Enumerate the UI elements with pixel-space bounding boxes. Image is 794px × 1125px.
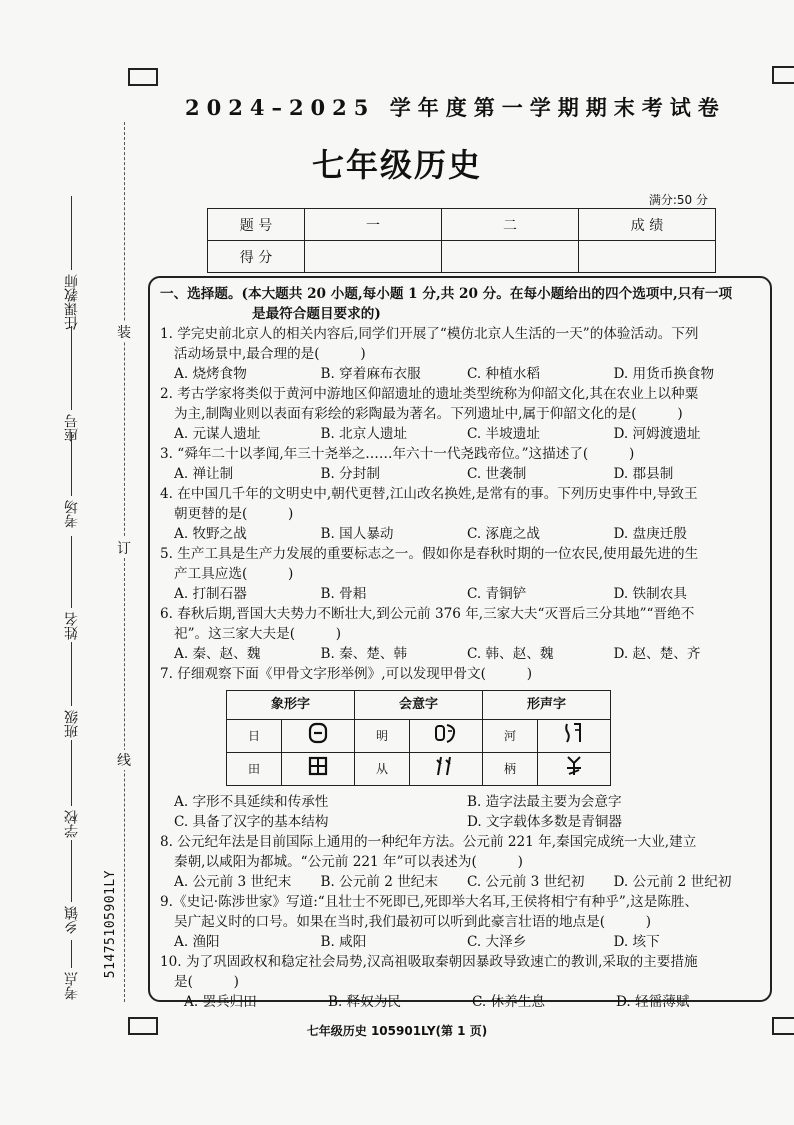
glyph-char: 日: [227, 720, 282, 753]
question-text: 9.《史记·陈涉世家》写道:“且壮士不死即已,死即举大名耳,王侯将相宁有种乎”,这是陈胜、: [160, 894, 699, 910]
glyph-header-pictograph: 象形字: [227, 691, 355, 720]
glyph-char: 田: [227, 753, 282, 786]
option-a[interactable]: A. 打制石器: [174, 586, 247, 602]
side-field-town: 乡镇: [62, 840, 82, 934]
options-row: [160, 464, 760, 484]
question-6: [160, 604, 760, 664]
option-c[interactable]: C. 休养生息: [472, 994, 545, 1010]
option-b[interactable]: B. 骨耜: [320, 586, 367, 602]
question-text: 朝更替的是( ): [174, 506, 294, 522]
binding-char-zhuang: 装: [117, 322, 131, 342]
option-d[interactable]: D. 盘庚迁殷: [613, 526, 687, 542]
option-c[interactable]: C. 具备了汉字的基本结构: [174, 814, 329, 830]
option-d[interactable]: D. 用货币换食物: [613, 366, 715, 382]
options-row: [160, 792, 760, 812]
question-5: [160, 544, 760, 604]
option-b[interactable]: B. 秦、楚、韩: [320, 646, 408, 662]
option-b[interactable]: B. 造字法最主要为会意字: [467, 794, 622, 810]
question-text: 7. 仔细观察下面《甲骨文字形举例》,可以发现甲骨文( ): [160, 666, 533, 682]
side-field-room: 考场: [62, 432, 82, 528]
options-row: [160, 424, 760, 444]
option-d[interactable]: D. 文字载体多数是青铜器: [467, 814, 622, 830]
options-row: [160, 364, 760, 384]
option-b[interactable]: B. 公元前 2 世纪末: [320, 874, 438, 890]
question-4: [160, 484, 760, 544]
section-heading: 一、选择题。(本大题共 20 小题,每小题 1 分,共 20 分。在每小题给出的四个选项中,只有一项: [160, 286, 733, 302]
side-field-teacher: 任课教师: [62, 196, 82, 330]
glyph-header-ideograph: 会意字: [355, 691, 483, 720]
question-text: 10. 为了巩固政权和稳定社会局势,汉高祖吸取秦朝因暴政导致速亡的教训,采取的主要措施: [160, 954, 698, 970]
binding-char-ding: 订: [117, 538, 131, 558]
option-c[interactable]: C. 世袭制: [467, 466, 527, 482]
question-10: [160, 952, 760, 1012]
option-d[interactable]: D. 赵、楚、齐: [613, 646, 701, 662]
side-field-seat: 座号: [62, 326, 82, 442]
options-row: [160, 812, 760, 832]
question-text: 秦朝,以咸阳为都城。“公元前 221 年”可以表述为( ): [174, 854, 523, 870]
score-header-total: 成 绩: [579, 209, 716, 241]
question-text: 祀”。这三家大夫是( ): [174, 626, 342, 642]
binding-char-xian: 线: [117, 750, 131, 770]
question-text: 为主,制陶业则以表面有彩绘的彩陶最为著名。下列遗址中,属于仰韶文化的是( ): [174, 406, 683, 422]
binding-dashed-line: [124, 122, 125, 1002]
score-cell-total[interactable]: [579, 241, 716, 273]
option-b[interactable]: B. 国人暴动: [320, 526, 394, 542]
option-c[interactable]: C. 半坡遗址: [467, 426, 540, 442]
question-text: 吴广起义时的口号。如果在当时,我们最初可以听到此豪言壮语的地点是( ): [174, 914, 652, 930]
option-a[interactable]: A. 禅让制: [174, 466, 234, 482]
score-header-label: 题 号: [208, 209, 305, 241]
oracle-follow-icon: [410, 753, 483, 786]
serial-number: 51475105901LY: [103, 870, 118, 979]
oracle-bone-table: [226, 690, 611, 786]
options-row: [160, 932, 760, 952]
option-a[interactable]: A. 罢兵归田: [184, 994, 257, 1010]
score-cell-part2[interactable]: [442, 241, 579, 273]
option-b[interactable]: B. 释奴为民: [328, 994, 402, 1010]
option-c[interactable]: C. 公元前 3 世纪初: [467, 874, 585, 890]
question-text: 2. 考古学家将类似于黄河中游地区仰韶遗址的遗址类型统称为仰韶文化,其在农业上以种粟: [160, 386, 699, 402]
question-text: 8. 公元纪年法是目前国际上通用的一种纪年方法。公元前 221 年,秦国完成统一大业,建立: [160, 834, 697, 850]
option-a[interactable]: A. 秦、赵、魏: [174, 646, 261, 662]
question-text: 4. 在中国几千年的文明史中,朝代更替,江山改名换姓,是常有的事。下列历史事件中,导致王: [160, 486, 698, 502]
oracle-sun-icon: [282, 720, 355, 753]
option-b[interactable]: B. 北京人遗址: [320, 426, 408, 442]
option-d[interactable]: D. 轻徭薄赋: [616, 994, 690, 1010]
option-c[interactable]: C. 种植水稻: [467, 366, 540, 382]
question-9: [160, 892, 760, 952]
option-d[interactable]: D. 郡县制: [613, 466, 674, 482]
glyph-char: 河: [483, 720, 538, 753]
score-header-part2: 二: [442, 209, 579, 241]
option-d[interactable]: D. 公元前 2 世纪初: [613, 874, 732, 890]
exam-title: 2024–2025 学年度第一学期期末考试卷: [185, 95, 726, 120]
options-row: [160, 644, 760, 664]
glyph-char: 从: [355, 753, 410, 786]
score-table: [207, 208, 716, 273]
question-text: 1. 学完史前北京人的相关内容后,同学们开展了“模仿北京人生活的一天”的体验活动。下列: [160, 326, 699, 342]
subject-title: 七年级历史: [311, 146, 482, 184]
question-text: 产工具应选( ): [174, 566, 294, 582]
page-footer: 七年级历史 105901LY(第 1 页): [306, 1024, 488, 1038]
glyph-char: 柄: [483, 753, 538, 786]
question-2: [160, 384, 760, 444]
option-c[interactable]: C. 涿鹿之战: [467, 526, 540, 542]
question-text: 3. “舜年二十以孝闻,年三十尧举之……年六十一代尧践帝位。”这描述了( ): [160, 446, 635, 462]
question-1: [160, 324, 760, 384]
question-3: [160, 444, 760, 484]
question-8: [160, 832, 760, 892]
side-field-class: 班级: [62, 642, 82, 738]
side-field-name: 姓名: [62, 536, 82, 640]
score-row-label: 得 分: [208, 241, 305, 273]
option-a[interactable]: A. 牧野之战: [174, 526, 247, 542]
options-row: [160, 524, 760, 544]
option-d[interactable]: D. 铁制农具: [613, 586, 687, 602]
oracle-field-icon: [282, 753, 355, 786]
score-header-part1: 一: [305, 209, 442, 241]
question-7: [160, 664, 760, 832]
glyph-char: 明: [355, 720, 410, 753]
option-b[interactable]: B. 咸阳: [320, 934, 367, 950]
option-a[interactable]: A. 字形不具延续和传承性: [174, 794, 329, 810]
glyph-header-phonosemantic: 形声字: [483, 691, 611, 720]
option-a[interactable]: A. 公元前 3 世纪末: [174, 874, 292, 890]
options-row: [160, 584, 760, 604]
oracle-handle-icon: [538, 753, 611, 786]
option-a[interactable]: A. 元谋人遗址: [174, 426, 261, 442]
option-d[interactable]: D. 垓下: [613, 934, 660, 950]
question-text: 活动场景中,最合理的是( ): [174, 346, 366, 362]
section-heading-cont: 是最符合题目要求的): [252, 306, 381, 322]
options-row: [160, 992, 760, 1012]
option-a[interactable]: A. 烧烤食物: [174, 366, 247, 382]
corner-mark-top-right: [772, 66, 794, 84]
full-score: 满分:50 分: [648, 193, 708, 207]
side-field-school: 学校: [62, 740, 82, 838]
option-c[interactable]: C. 韩、赵、魏: [467, 646, 554, 662]
score-cell-part1[interactable]: [305, 241, 442, 273]
option-c[interactable]: C. 大泽乡: [467, 934, 527, 950]
option-c[interactable]: C. 青铜铲: [467, 586, 527, 602]
oracle-ming-icon: [410, 720, 483, 753]
options-row: [160, 872, 760, 892]
corner-mark-top-left: [128, 68, 158, 86]
question-text: 5. 生产工具是生产力发展的重要标志之一。假如你是春秋时期的一位农民,使用最先进的生: [160, 546, 699, 562]
side-field-exam-site: 考点: [62, 940, 82, 1000]
option-d[interactable]: D. 河姆渡遗址: [613, 426, 701, 442]
questions-area: [160, 284, 760, 1012]
question-text: 6. 春秋后期,晋国大夫势力不断壮大,到公元前 376 年,三家大夫“灭晋后三分其地”“晋绝不: [160, 606, 695, 622]
oracle-river-icon: [538, 720, 611, 753]
option-a[interactable]: A. 渔阳: [174, 934, 220, 950]
question-text: 是( ): [174, 974, 239, 990]
option-b[interactable]: B. 穿着麻布衣服: [320, 366, 421, 382]
option-b[interactable]: B. 分封制: [320, 466, 380, 482]
